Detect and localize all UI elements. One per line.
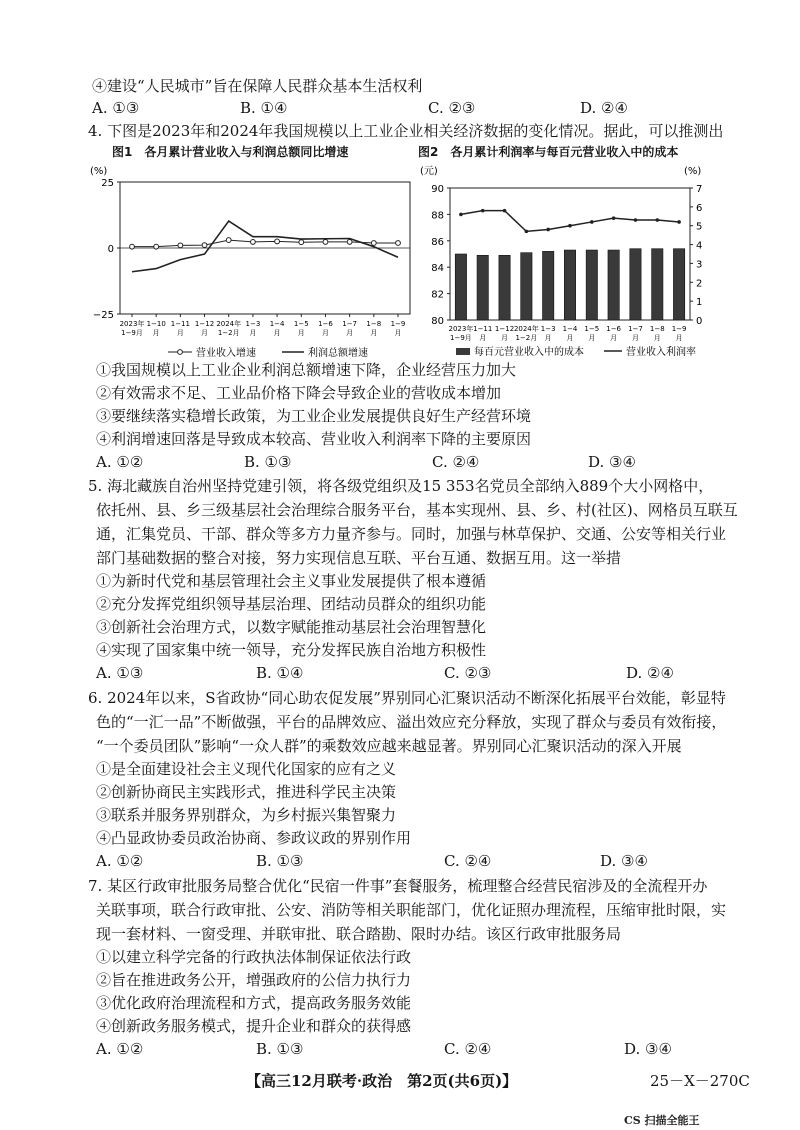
fig1-revenue-point	[154, 244, 159, 249]
fig1-x-tick-label: 1−11	[170, 320, 190, 328]
fig1-x-tick-label: 月	[273, 329, 281, 337]
fig2-margin-point	[481, 209, 485, 213]
fig2-x-tick-label: 月	[479, 334, 487, 342]
fig2-margin-point	[634, 218, 638, 222]
fig2-x-tick-label: 月	[501, 334, 509, 342]
fig1-y-unit: (%)	[90, 166, 108, 177]
q6-line-1: 6. 2024年以来，S省政协“同心助农促发展”界别同心汇聚识活动不断深化拓展平台效能，彰显特	[88, 689, 726, 707]
fig2-cost-bar	[521, 253, 532, 320]
fig2-legend-margin: 营业收入利润率	[626, 347, 696, 358]
q5-item-1: ①为新时代党和基层管理社会主义事业发展提供了根本遵循	[96, 572, 487, 590]
fig1-revenue-point	[275, 239, 280, 244]
fig2-x-tick-label: 1−11	[473, 325, 493, 333]
fig2-legend-cost: 每百元营业收入中的成本	[474, 347, 584, 358]
fig2-x-tick-label: 1−6	[606, 325, 622, 333]
fig2-y-right-tick-label: 3	[696, 259, 703, 271]
fig2-x-tick-label: 月	[653, 334, 661, 342]
fig1-x-tick-label: 1−8	[366, 320, 382, 328]
fig1-x-tick-label: 1−10	[146, 320, 166, 328]
fig2-x-tick-label: 月	[610, 334, 618, 342]
fig2-cost-bar	[564, 250, 575, 320]
scanner-stamp: CS 扫描全能王	[624, 1114, 700, 1127]
q5-option-c[interactable]: C. ②③	[444, 664, 492, 682]
fig1-legend-profit: 利润总额增速	[308, 348, 368, 359]
fig2-x-tick-label: 月	[675, 334, 683, 342]
q6-option-b[interactable]: B. ①③	[256, 852, 304, 870]
page-footer: 【高三12月联考·政治 第2页(共6页)】	[246, 1072, 518, 1090]
fig2-x-tick-label: 月	[566, 334, 574, 342]
fig1-x-tick-label: 月	[176, 329, 184, 337]
fig1-series	[130, 221, 401, 272]
fig1-x-tick-label: 1−5	[293, 320, 309, 328]
fig2-y-left-tick-label: 88	[431, 210, 444, 222]
q5-item-4: ④实现了国家集中统一领导，充分发挥民族自治地方积极性	[96, 641, 487, 659]
fig2-title: 图2 各月累计利润率与每百元营业收入中的成本	[418, 145, 679, 159]
fig1-revenue-point	[323, 240, 328, 245]
q4-item-4: ④利润增速回落是导致成本较高、营业收入利润率下降的主要原因	[96, 430, 532, 448]
fig2-y-right-tick-label: 2	[696, 278, 703, 290]
fig2-y-ticks-right	[690, 184, 702, 327]
fig1-x-tick-label: 月	[201, 329, 209, 337]
q6-item-3: ③联系并服务界别群众，为乡村振兴集智聚力	[96, 806, 397, 824]
fig1-x-tick-label: 月	[297, 329, 305, 337]
fig2-cost-bar	[630, 249, 641, 320]
fig1-x-tick-label: 1−7	[342, 320, 358, 328]
fig2-y-left-unit: (元)	[420, 166, 438, 177]
fig2-y-right-tick-label: 0	[696, 316, 703, 327]
fig2-y-right-tick-label: 4	[696, 240, 703, 252]
fig2-cost-bar	[543, 251, 554, 320]
q7-item-4: ④创新政务服务模式，提升企业和群众的获得感	[96, 1017, 412, 1035]
q6-line-2: 色的“一汇一品”不断做强，平台的品牌效应、溢出效应充分释放，实现了群众与委员有效衔接，	[96, 713, 727, 731]
fig2-y-right-tick-label: 1	[696, 297, 703, 309]
q4-item-2: ②有效需求不足、工业品价格下降会导致企业的营收成本增加	[96, 384, 502, 402]
fig1-legend	[168, 346, 368, 359]
exam-code: 25－X－270C	[650, 1072, 750, 1090]
fig2-x-ticks	[448, 324, 686, 342]
fig1-profit-line	[132, 221, 398, 272]
fig2-line	[459, 209, 681, 233]
fig1-x-tick-label: 1−4	[269, 320, 285, 328]
q6-item-2: ②创新协商民主实践形式，推进科学民主决策	[96, 783, 397, 801]
fig2-margin-point	[655, 218, 659, 222]
q5-item-2: ②充分发挥党组织领导基层治理、团结动员群众的组织功能	[96, 595, 487, 613]
fig1-revenue-point	[347, 240, 352, 245]
q7-item-1: ①以建立科学完备的行政执法体制保证依法行政	[96, 948, 412, 966]
fig2-cost-bar	[673, 249, 684, 320]
fig2-margin-point	[546, 228, 550, 232]
q4-option-c[interactable]: C. ②④	[432, 453, 480, 471]
q3-option-b[interactable]: B. ①④	[240, 99, 288, 117]
fig2-y-left-tick-label: 82	[431, 289, 444, 301]
fig2-margin-point	[677, 220, 681, 224]
fig2-cost-bar	[608, 250, 619, 320]
fig2-x-tick-label: 月	[631, 334, 639, 342]
fig1-x-tick-label: 月	[370, 329, 378, 337]
fig2-y-ticks-left	[431, 184, 450, 327]
fig1-x-tick-label: 1−9	[390, 320, 406, 328]
q7-option-d[interactable]: D. ③④	[624, 1040, 672, 1058]
fig1-x-tick-label: 2024年	[216, 320, 242, 328]
q5-line-3: 通，汇集党员、干部、群众等多方力量齐参与。同时，加强与林草保护、交通、公安等相关行业	[96, 525, 727, 543]
q6-option-c[interactable]: C. ②④	[444, 852, 492, 870]
fig2-cost-bar	[455, 254, 466, 320]
fig2-legend-cost-swatch	[456, 348, 470, 355]
q3-option-a[interactable]: A. ①③	[92, 99, 140, 117]
fig1-x-tick-label: 1−2月	[217, 329, 240, 337]
fig2-x-tick-label: 2023年	[448, 325, 474, 333]
fig2-y-right-unit: (%)	[684, 166, 702, 177]
fig2-x-tick-label: 1−8	[649, 325, 665, 333]
fig2-margin-point	[525, 230, 529, 234]
fig1-x-tick-label: 月	[249, 329, 257, 337]
fig2-x-tick-label: 1−12	[494, 325, 515, 333]
q4-option-b[interactable]: B. ①③	[244, 453, 292, 471]
fig1-x-tick-label: 1−6	[318, 320, 333, 328]
fig2-x-tick-label: 1−3	[540, 325, 556, 333]
fig1-x-tick-label: 1−3	[245, 320, 261, 328]
fig1-y-tick-label: −25	[92, 310, 114, 321]
fig2-x-tick-label: 2024年	[513, 325, 539, 333]
q4-item-3: ③要继续落实稳增长政策，为工业企业发展提供良好生产经营环境	[96, 407, 532, 425]
fig2-y-left-tick-label: 84	[431, 263, 444, 275]
fig1-revenue-point	[371, 241, 376, 246]
fig2-x-tick-label: 1−5	[584, 325, 600, 333]
q7-line-3: 现一套材料、一窗受理、并联审批、联合踏勘、限时办结。该区行政审批服务局	[96, 925, 622, 943]
fig1-x-tick-label: 2023年	[119, 320, 145, 328]
q5-option-d[interactable]: D. ②④	[626, 664, 674, 682]
fig1-revenue-point	[178, 243, 183, 248]
q3-item-4: ④建设“人民城市”旨在保障人民群众基本生活权利	[92, 77, 423, 95]
fig2-y-left-tick-label: 90	[431, 184, 444, 195]
fig2-y-right-tick-label: 5	[696, 221, 703, 233]
q6-option-a[interactable]: A. ①②	[96, 852, 144, 870]
fig2-x-tick-label: 1−4	[562, 325, 578, 333]
fig1-title: 图1 各月累计营业收入与利润总额同比增速	[112, 145, 349, 159]
q4-option-d[interactable]: D. ③④	[588, 453, 636, 471]
fig2-chart	[416, 158, 722, 362]
fig2-x-tick-label: 1−2月	[515, 334, 538, 342]
fig1-x-tick-label: 1−9月	[121, 329, 143, 337]
fig1-legend-revenue: 营业收入增速	[196, 348, 256, 359]
q4-item-1: ①我国规模以上工业企业利润总额增速下降，企业经营压力加大	[96, 361, 517, 379]
fig2-cost-bar	[499, 255, 510, 320]
fig2-bars	[455, 249, 685, 320]
q5-line-4: 部门基础数据的整合对接，努力实现信息互联、平台互通、数据互用。这一举措	[96, 549, 622, 567]
fig2-y-left-tick-label: 86	[431, 236, 444, 248]
fig1-x-tick-label: 月	[394, 329, 402, 337]
q4-stem: 4. 下图是2023年和2024年我国规模以上工业企业相关经济数据的变化情况。据此，可以推测出	[88, 122, 724, 140]
q7-option-c[interactable]: C. ②④	[444, 1040, 492, 1058]
q7-item-2: ②旨在推进政务公开，增强政府的公信力执行力	[96, 971, 412, 989]
fig2-x-tick-label: 1−7	[628, 325, 643, 333]
fig1-x-tick-label: 月	[346, 329, 354, 337]
fig1-revenue-point	[226, 238, 231, 243]
q7-option-b[interactable]: B. ①③	[256, 1040, 304, 1058]
fig2-margin-point	[590, 220, 594, 224]
fig2-x-tick-label: 月	[588, 334, 596, 342]
fig2-y-left-tick-label: 80	[431, 316, 444, 327]
fig1-chart	[80, 158, 416, 362]
q6-line-3: “一个委员团队”影响“一众人群”的乘数效应越来越显著。界别同心汇聚识活动的深入开展	[96, 737, 682, 755]
fig1-y-tick-label: 0	[107, 244, 114, 255]
q7-line-1: 7. 某区行政审批服务局整合优化“民宿一件事”套餐服务，梳理整合经营民宿涉及的全流程开办	[88, 877, 708, 895]
fig2-y-right-tick-label: 7	[696, 184, 703, 195]
fig2-margin-line	[461, 211, 679, 232]
q7-line-2: 关联事项，联合行政审批、公安、消防等相关职能部门，优化证照办理流程，压缩审批时限，实	[96, 901, 727, 919]
q5-line-1: 5. 海北藏族自治州坚持党建引领，将各级党组织及15 353名党员全部纳入889个大小网格中，	[88, 477, 714, 495]
fig1-revenue-point	[130, 244, 135, 249]
fig1-y-ticks	[93, 178, 410, 321]
fig1-y-tick-label: 25	[101, 178, 114, 189]
fig2-margin-point	[568, 224, 572, 228]
fig2-y-right-tick-label: 6	[696, 202, 703, 214]
q7-option-a[interactable]: A. ①②	[96, 1040, 144, 1058]
q5-line-2: 依托州、县、乡三级基层社会治理综合服务平台，基本实现州、县、乡、村(社区)、网格员互联互	[96, 501, 738, 519]
fig1-x-ticks	[120, 314, 406, 337]
fig2-x-tick-label: 1−9	[671, 325, 687, 333]
q7-item-3: ③优化政府治理流程和方式，提高政务服务效能	[96, 994, 412, 1012]
q5-item-3: ③创新社会治理方式，以数字赋能推动基层社会治理智慧化	[96, 618, 487, 636]
q4-option-a[interactable]: A. ①②	[96, 453, 144, 471]
fig2-margin-point	[459, 213, 463, 217]
fig2-margin-point	[503, 209, 507, 213]
q5-option-a[interactable]: A. ①③	[96, 664, 144, 682]
fig2-cost-bar	[477, 255, 488, 320]
q6-option-d[interactable]: D. ③④	[600, 852, 648, 870]
fig2-x-tick-label: 1−9月	[450, 334, 472, 342]
fig1-x-tick-label: 月	[152, 329, 160, 337]
fig1-revenue-point	[202, 243, 207, 248]
fig1-revenue-point	[299, 240, 304, 245]
fig1-legend-revenue-marker	[178, 350, 183, 355]
fig2-cost-bar	[586, 250, 597, 320]
fig1-x-tick-label: 月	[321, 329, 329, 337]
fig1-revenue-point	[396, 241, 401, 246]
fig2-cost-bar	[652, 249, 663, 320]
fig1-revenue-point	[251, 240, 256, 245]
q5-option-b[interactable]: B. ①④	[256, 664, 304, 682]
q6-item-4: ④凸显政协委员政治协商、参政议政的界别作用	[96, 829, 412, 847]
q3-option-c[interactable]: C. ②③	[428, 99, 476, 117]
q6-item-1: ①是全面建设社会主义现代化国家的应有之义	[96, 760, 397, 778]
fig1-x-tick-label: 1−12	[194, 320, 215, 328]
fig2-margin-point	[612, 216, 616, 220]
fig2-legend	[456, 345, 696, 358]
fig2-x-tick-label: 月	[544, 334, 552, 342]
q3-option-d[interactable]: D. ②④	[580, 99, 628, 117]
